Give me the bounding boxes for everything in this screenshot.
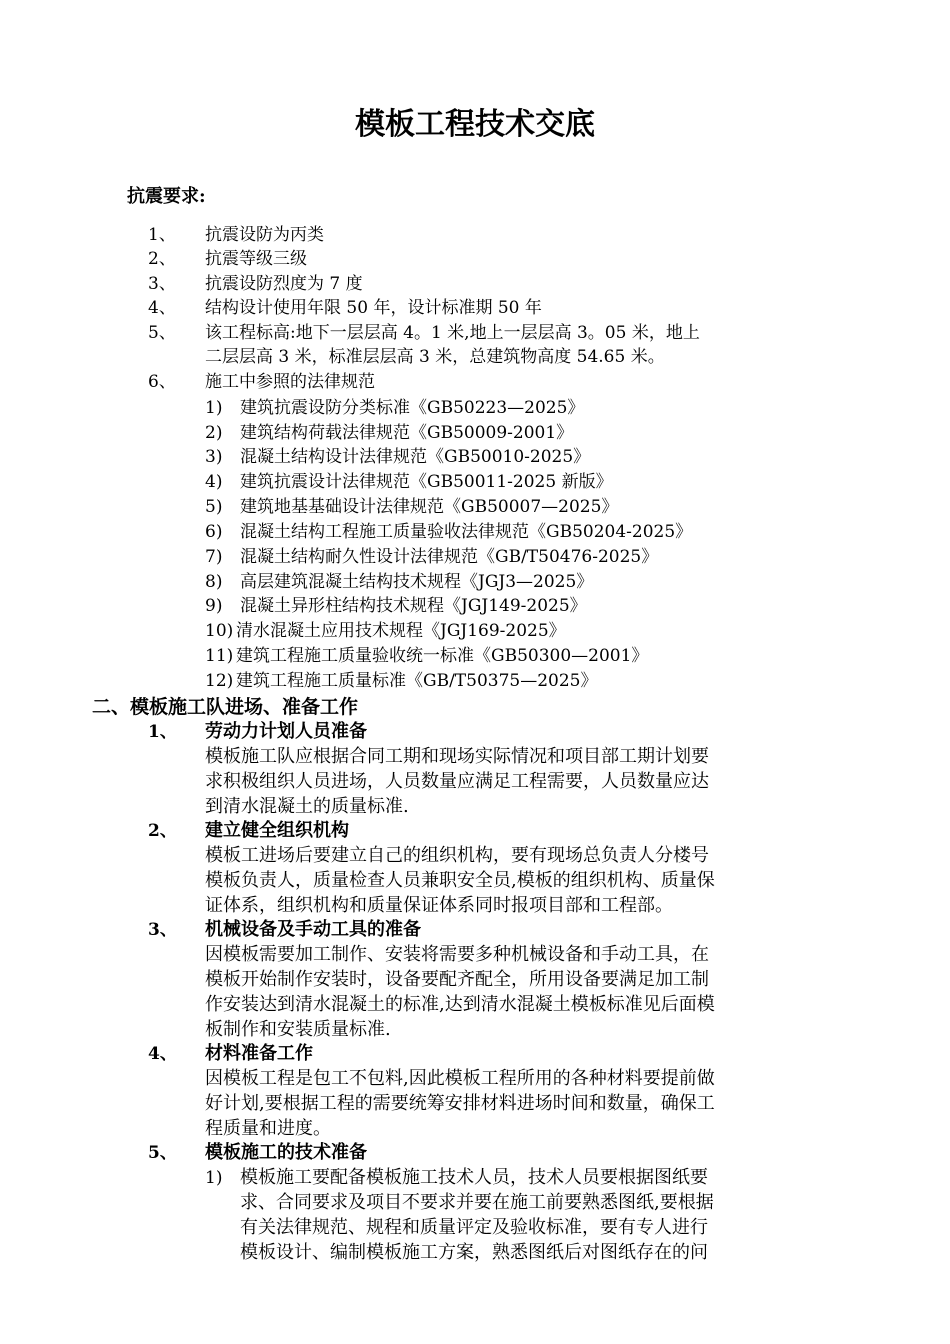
seismic-item: 该工程标高:地下一层层高 4。1 米,地上一层层高 3。05 米，地上 xyxy=(205,323,700,343)
paragraph-line: 模板工进场后要建立自己的组织机构，要有现场总负责人分楼号 xyxy=(205,845,709,866)
standard-item: 建筑工程施工质量验收统一标准《GB50300—2001》 xyxy=(236,646,649,666)
paragraph-line: 模板负责人，质量检查人员兼职安全员,模板的组织机构、质量保 xyxy=(205,870,715,891)
standard-number: 4) xyxy=(205,472,223,492)
seismic-item: 抗震设防为丙类 xyxy=(205,225,324,245)
item-number: 4、 xyxy=(148,298,176,318)
paragraph-line: 因模板需要加工制作、安装将需要多种机械设备和手动工具，在 xyxy=(205,944,709,965)
paragraph-line: 证体系，组织机构和质量保证体系同时报项目部和工程部。 xyxy=(205,895,673,916)
paragraph-line: 求积极组织人员进场，人员数量应满足工程需要，人员数量应达 xyxy=(205,771,709,792)
standard-item: 建筑地基基础设计法律规范《GB50007—2025》 xyxy=(240,497,619,517)
subsection-heading: 机械设备及手动工具的准备 xyxy=(205,919,421,940)
standard-number: 1) xyxy=(205,1168,223,1188)
item-number: 5、 xyxy=(148,1143,177,1163)
paragraph-line: 作安装达到清水混凝土的标准,达到清水混凝土模板标准见后面模 xyxy=(205,994,715,1015)
subsection-heading: 模板施工的技术准备 xyxy=(205,1142,367,1163)
standard-item: 建筑抗震设防分类标准《GB50223—2025》 xyxy=(240,398,585,418)
paragraph-line: 模板施工要配备模板施工技术人员，技术人员要根据图纸要 xyxy=(240,1167,708,1188)
item-number: 4、 xyxy=(148,1044,177,1064)
paragraph-line: 程质量和进度。 xyxy=(205,1118,331,1139)
standard-number: 8) xyxy=(205,572,223,592)
paragraph-line: 模板开始制作安装时，设备要配齐配全，所用设备要满足加工制 xyxy=(205,969,709,990)
paragraph-line: 到清水混凝土的质量标准. xyxy=(205,796,409,817)
item-number: 5、 xyxy=(148,323,176,343)
item-number: 3、 xyxy=(148,920,177,940)
subsection-heading: 劳动力计划人员准备 xyxy=(205,721,367,742)
standard-number: 3) xyxy=(205,447,223,467)
section-heading: 二、模板施工队进场、准备工作 xyxy=(92,696,359,718)
item-number: 2、 xyxy=(148,249,176,269)
seismic-item: 结构设计使用年限 50 年，设计标准期 50 年 xyxy=(205,298,542,318)
standard-number: 5) xyxy=(205,497,223,517)
standard-item: 建筑结构荷载法律规范《GB50009-2001》 xyxy=(240,423,574,443)
standard-number: 7) xyxy=(205,547,223,567)
paragraph-line: 求、合同要求及项目不要求并要在施工前要熟悉图纸,要根据 xyxy=(240,1192,714,1213)
standard-item: 清水混凝土应用技术规程《JGJ169-2025》 xyxy=(236,621,566,641)
seismic-heading: 抗震要求: xyxy=(127,186,206,207)
paragraph-line: 模板设计、编制模板施工方案，熟悉图纸后对图纸存在的问 xyxy=(240,1242,708,1263)
paragraph-line: 板制作和安装质量标准. xyxy=(205,1019,391,1040)
standard-item: 高层建筑混凝土结构技术规程《JGJ3—2025》 xyxy=(240,572,594,592)
seismic-item: 抗震等级三级 xyxy=(205,249,307,269)
standard-number: 12) xyxy=(205,671,234,691)
paragraph-line: 好计划,要根据工程的需要统筹安排材料进场时间和数量，确保工 xyxy=(205,1093,715,1114)
standard-item: 混凝土结构工程施工质量验收法律规范《GB50204-2025》 xyxy=(240,522,693,542)
standard-number: 2) xyxy=(205,423,223,443)
standard-number: 6) xyxy=(205,522,223,542)
seismic-item: 抗震设防烈度为 7 度 xyxy=(205,274,363,294)
item-number: 1、 xyxy=(148,225,176,245)
standard-number: 9) xyxy=(205,596,223,616)
subsection-heading: 材料准备工作 xyxy=(205,1043,313,1064)
standard-item: 混凝土结构设计法律规范《GB50010-2025》 xyxy=(240,447,591,467)
item-number: 3、 xyxy=(148,274,176,294)
standard-item: 混凝土异形柱结构技术规程《JGJ149-2025》 xyxy=(240,596,587,616)
seismic-item: 施工中参照的法律规范 xyxy=(205,372,375,392)
item-number: 2、 xyxy=(148,821,177,841)
standard-number: 1) xyxy=(205,398,223,418)
subsection-heading: 建立健全组织机构 xyxy=(205,820,349,841)
seismic-item-continued: 二层层高 3 米，标准层层高 3 米，总建筑物高度 54.65 米。 xyxy=(205,347,665,367)
standard-number: 11) xyxy=(205,646,234,666)
item-number: 6、 xyxy=(148,372,176,392)
standard-number: 10) xyxy=(205,621,234,641)
standard-item: 建筑工程施工质量标准《GB/T50375—2025》 xyxy=(236,671,598,691)
paragraph-line: 模板施工队应根据合同工期和现场实际情况和项目部工期计划要 xyxy=(205,746,709,767)
item-number: 1、 xyxy=(148,722,177,742)
paragraph-line: 因模板工程是包工不包料,因此模板工程所用的各种材料要提前做 xyxy=(205,1068,715,1089)
paragraph-line: 有关法律规范、规程和质量评定及验收标准，要有专人进行 xyxy=(240,1217,708,1238)
document-title: 模板工程技术交底 xyxy=(355,107,595,142)
standard-item: 建筑抗震设计法律规范《GB50011-2025 新版》 xyxy=(240,472,613,492)
standard-item: 混凝土结构耐久性设计法律规范《GB/T50476-2025》 xyxy=(240,547,659,567)
